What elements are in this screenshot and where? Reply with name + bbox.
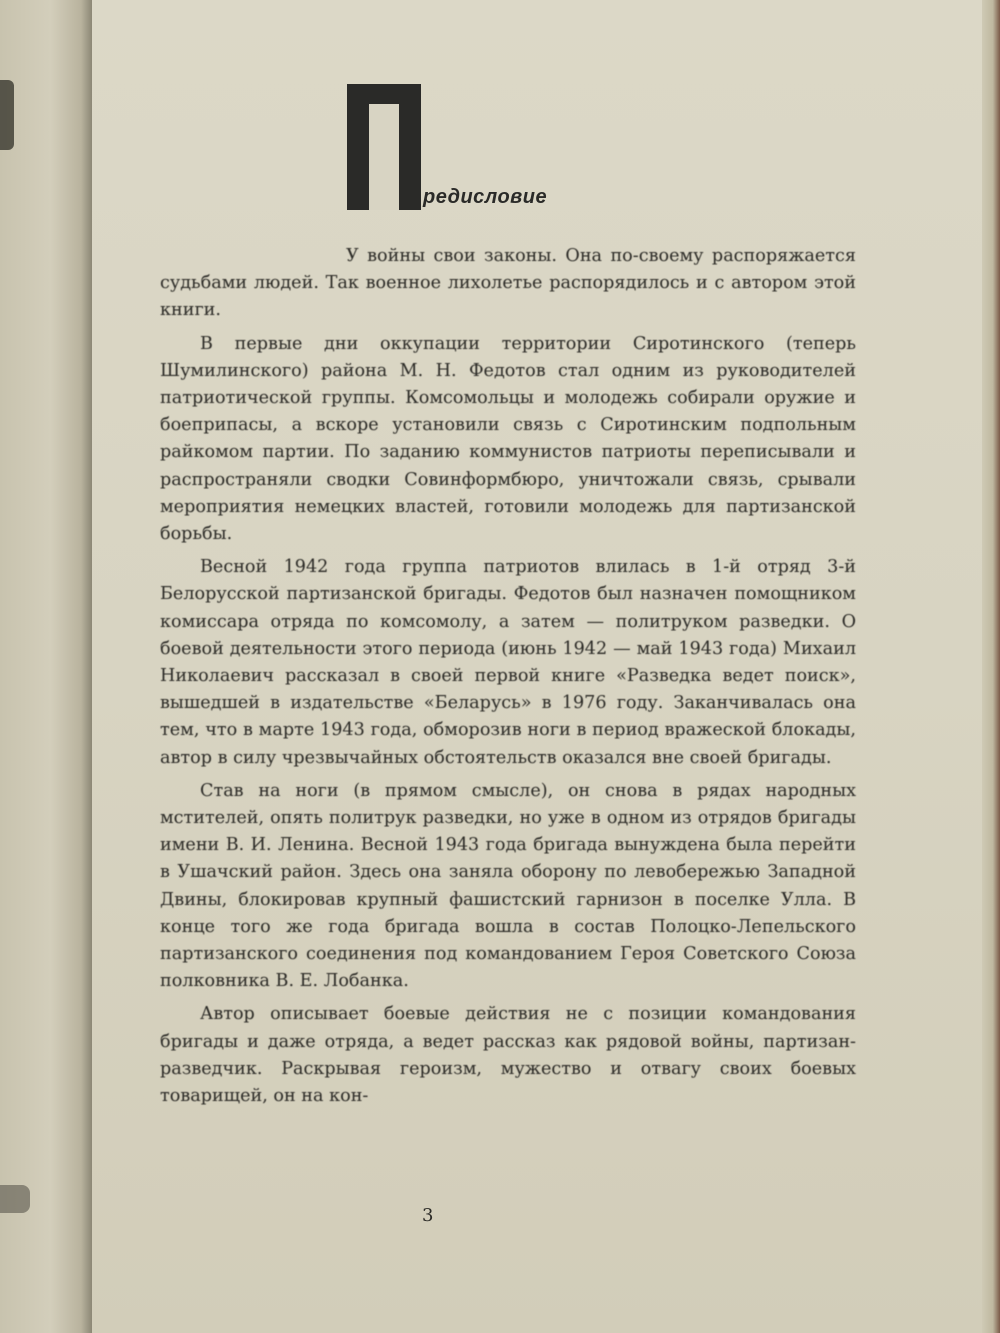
chapter-heading <box>347 84 747 220</box>
page-edge-mark <box>0 80 14 150</box>
body-text <box>160 243 856 1110</box>
paragraph: У войны свои законы. Она по-своему распоряжается судьбами людей. Так военное лихолетье распорядилось и с автором этой книги. <box>160 246 856 321</box>
paragraph: Став на ноги (в прямом смысле), он снова в рядах народных мстителей, опять политрук разведки, но уже в одном из отрядов бригады имени В. И. Ленина. Весной 1943 года бригада вынуждена была перейти в Ушачский район. Здесь она заняла оборону по левобережью Западной Двины, блокировав крупный фашистский гарнизон в поселке Улла. В конце того же года бригада вошла в состав Полоцко-Лепельского партизанского соединения под командованием Героя Советского Союза полковника В. Е. Лобанка. <box>160 780 856 992</box>
paragraph: Весной 1942 года группа патриотов влилась в 1-й отряд 3-й Белорусской партизанской бригады. Федотов был назначен помощником комиссара отряда по комсомолу, а затем — политруком разведки. О боевой деятельности этого периода (июнь 1942 — май 1943 года) Михаил Николаевич рассказал в своей первой книге «Разведка ведет поиск», вышедшей в издательстве «Беларусь» в 1976 году. Заканчивалась она тем, что в марте 1943 года, обморозив ноги в период вражеской блокады, автор в силу чрезвычайных обстоятельств оказался вне своей бригады. <box>160 557 856 768</box>
page-number: 3 <box>422 1205 434 1226</box>
drop-cap-letter <box>347 84 421 210</box>
paragraph: Автор описывает боевые действия не с позиции командования бригады и даже отряда, а ведет рассказ как рядовой войны, партизан-разведчик. Раскрывая героизм, мужество и отвагу своих боевых товарищей, он на кон- <box>160 1004 856 1107</box>
heading-text: редисловие <box>423 186 548 208</box>
right-page-edge <box>982 0 1000 1333</box>
book-page <box>92 0 1000 1333</box>
paragraph: В первые дни оккупации территории Сиротинского (теперь Шумилинского) района М. Н. Федотов стал одним из руководителей патриотической группы. Комсомольцы и молодежь собирали оружие и боеприпасы, а вскоре установили связь с Сиротинским подпольным райкомом партии. По заданию коммунистов патриоты переписывали и распространяли сводки Совинформбюро, уничтожали связь, срывали мероприятия немецких властей, готовили молодежь для партизанской борьбы. <box>160 333 856 545</box>
left-page-edge <box>0 0 92 1333</box>
page-edge-mark <box>0 1185 30 1213</box>
